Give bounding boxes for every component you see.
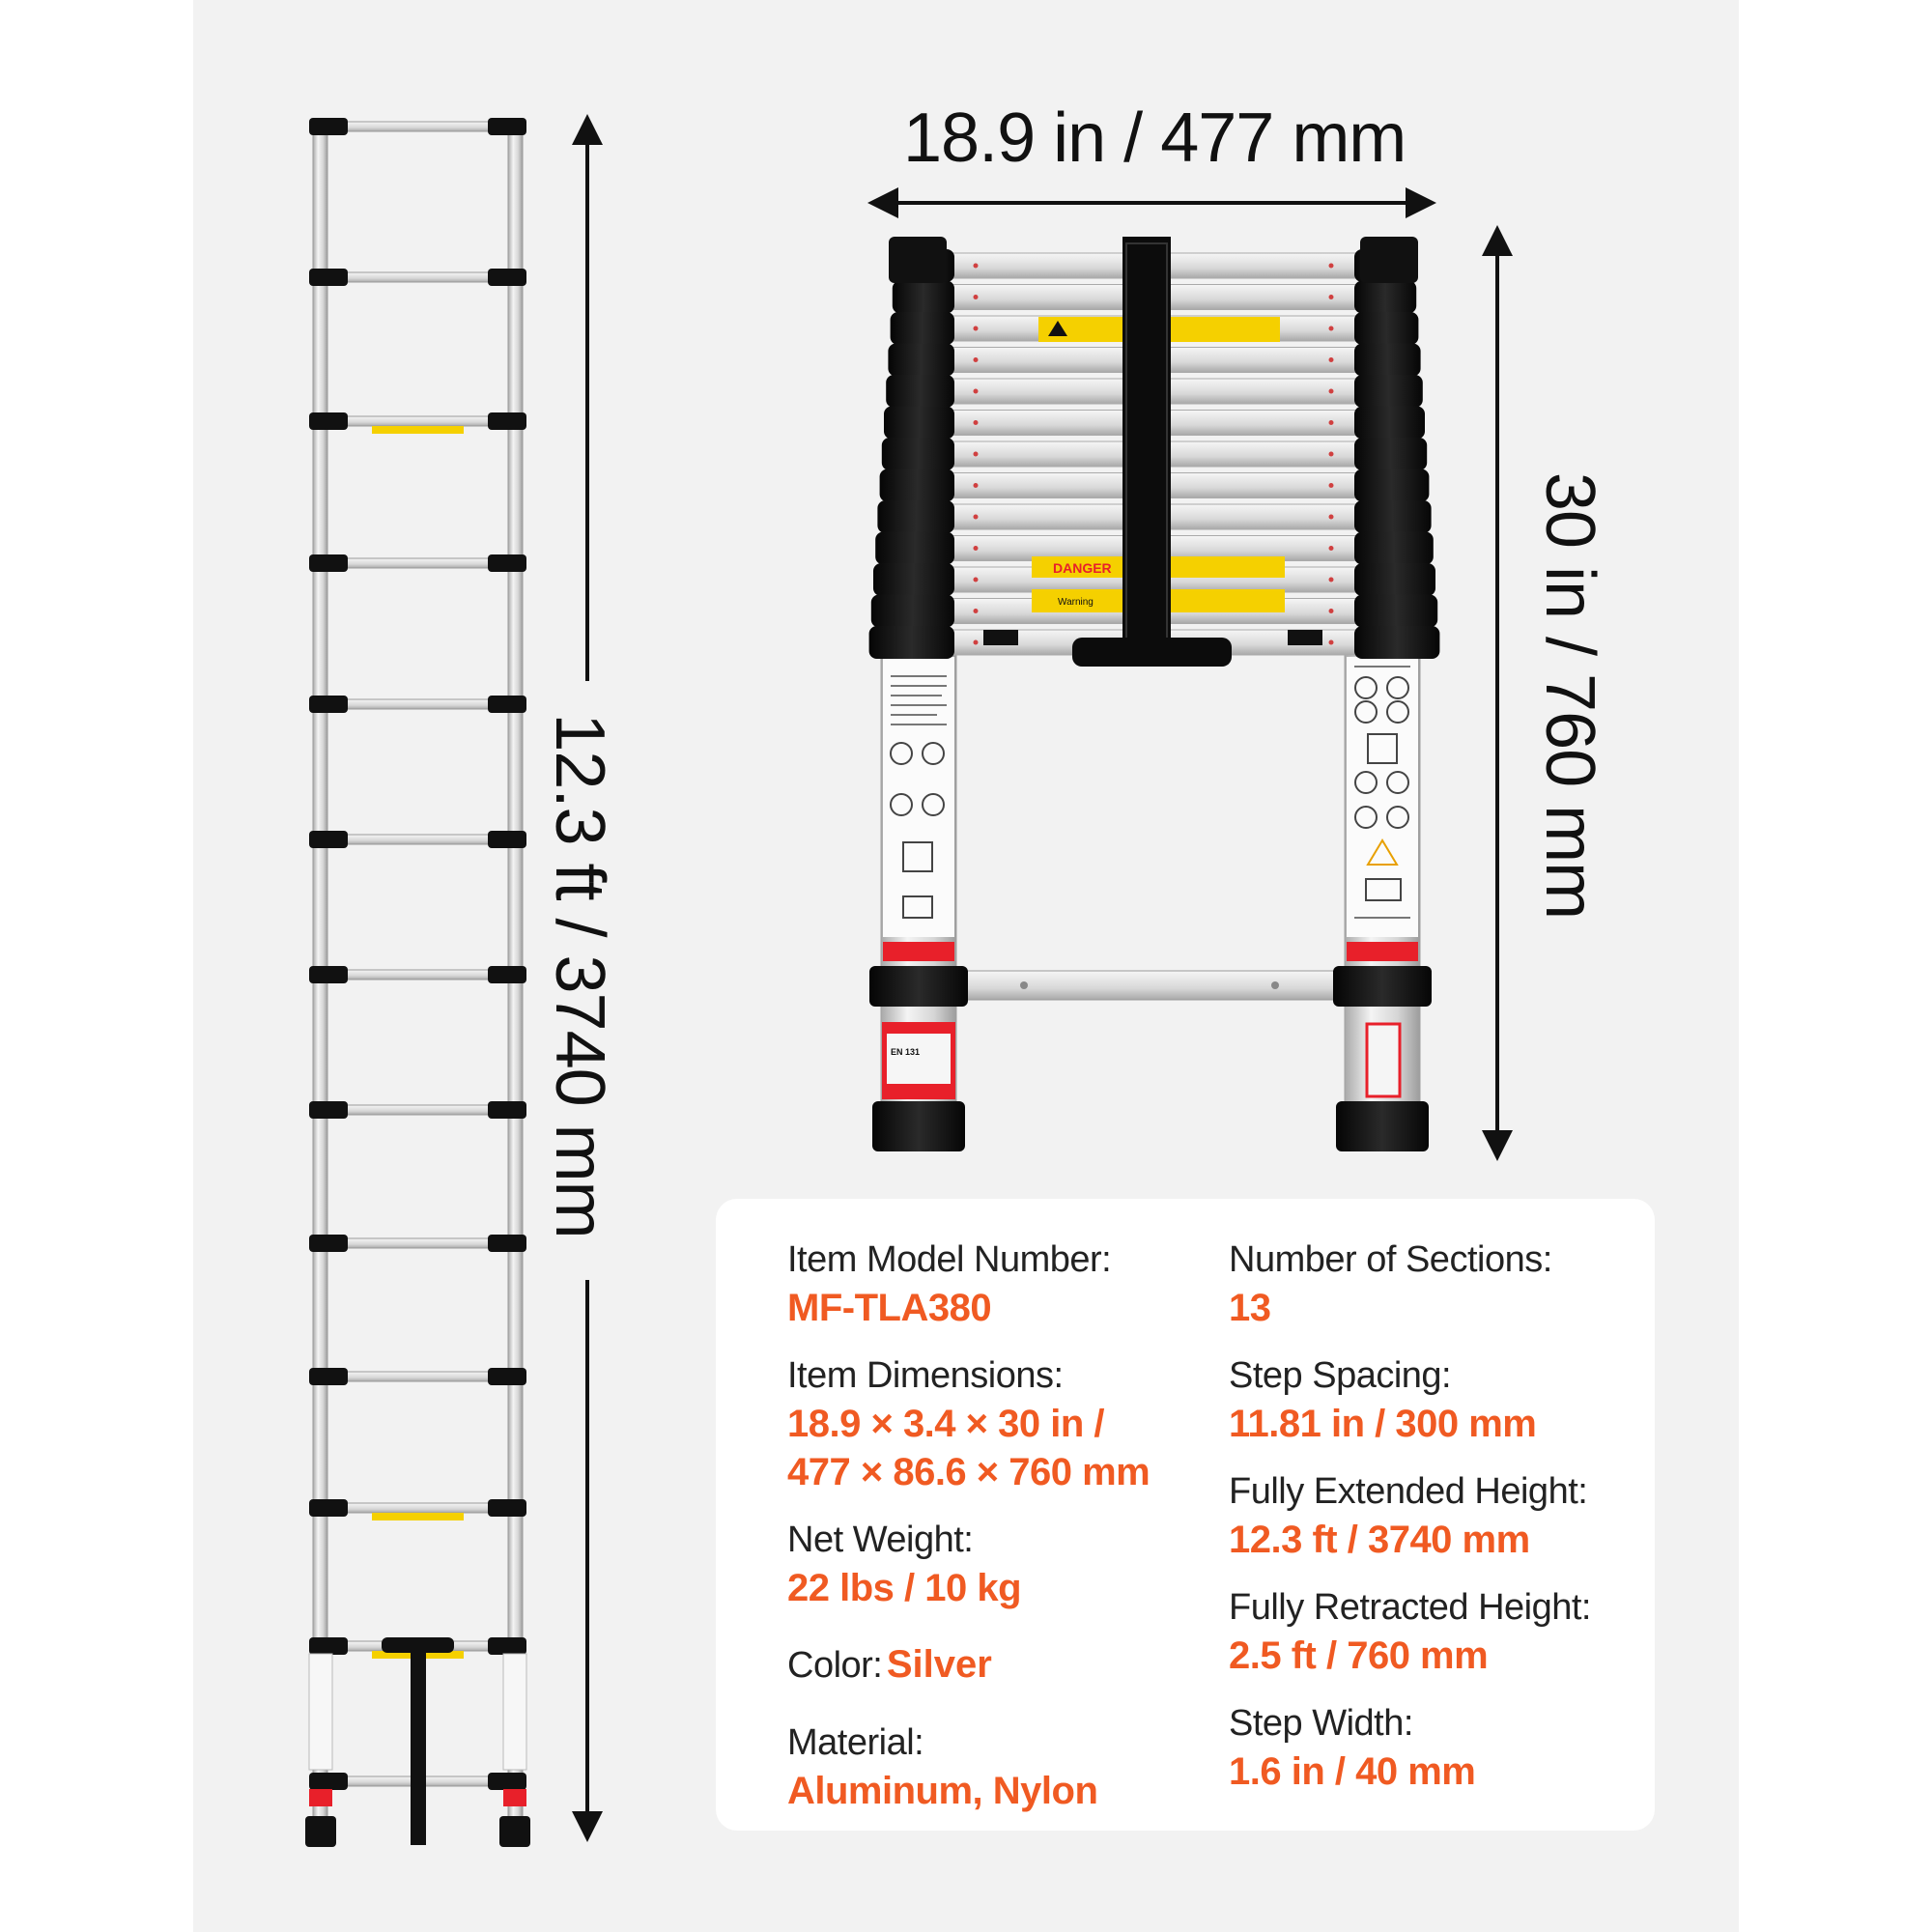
rung-clamp — [309, 1368, 348, 1385]
spec-step-spacing — [1229, 1351, 1591, 1448]
spec-label: Fully Extended Height: — [1229, 1471, 1588, 1512]
rivet — [1329, 452, 1334, 457]
arrow-up-icon — [1482, 225, 1513, 256]
spec-value: Silver — [886, 1643, 992, 1686]
rung-clamp-left — [869, 966, 968, 1007]
spec-value: 11.81 in / 300 mm — [1229, 1403, 1537, 1445]
rung-clamp — [488, 412, 526, 430]
handle-clip-left — [983, 630, 1018, 645]
rivet — [974, 264, 979, 269]
rung-clamp — [309, 118, 348, 135]
rung-clamp — [309, 1499, 348, 1517]
section-clamp — [1354, 407, 1425, 440]
section-clamp — [875, 532, 954, 565]
rivet — [1329, 609, 1334, 613]
section-clamp — [893, 281, 954, 314]
section-clamp — [1354, 500, 1432, 533]
spec-value: 13 — [1229, 1287, 1271, 1329]
rung — [327, 122, 508, 131]
section-clamp — [877, 500, 954, 533]
carry-handle — [1072, 638, 1232, 667]
spec-dimensions — [787, 1351, 1150, 1496]
spec-column-right — [1229, 1236, 1591, 1796]
en131-label-text: EN 131 — [891, 1047, 921, 1057]
spec-value: Aluminum, Nylon — [787, 1770, 1098, 1812]
spec-label: Fully Retracted Height: — [1229, 1587, 1591, 1628]
rung-clamp — [309, 696, 348, 713]
rivet — [1329, 295, 1334, 299]
rivet — [1329, 389, 1334, 394]
caution-sticker — [372, 426, 464, 434]
rivet — [1329, 578, 1334, 582]
rung-clamp — [488, 1235, 526, 1252]
label-panel-left — [309, 1654, 332, 1770]
rivet — [1329, 264, 1334, 269]
section-clamp — [1354, 626, 1439, 659]
section-clamp — [1354, 375, 1423, 408]
section-clamp — [1354, 438, 1427, 470]
rung-clamp — [309, 1637, 348, 1655]
rung-clamp — [488, 831, 526, 848]
rung-clamp — [309, 412, 348, 430]
foot-right — [1336, 1101, 1429, 1151]
rivet — [974, 295, 979, 299]
warning-text: Warning — [1058, 597, 1094, 608]
arrow-right-icon — [1406, 187, 1436, 218]
arrow-down-icon — [1482, 1130, 1513, 1161]
section-clamp — [1354, 595, 1437, 628]
rung-clamp — [488, 1499, 526, 1517]
spec-value: 18.9 × 3.4 × 30 in / — [787, 1403, 1105, 1445]
top-cap-right — [1360, 237, 1418, 283]
rivet — [974, 452, 979, 457]
rung — [327, 272, 508, 282]
rung-clamp — [488, 1773, 526, 1790]
spec-label: Number of Sections: — [1229, 1239, 1552, 1280]
rung — [327, 558, 508, 568]
rivet — [1329, 483, 1334, 488]
spec-color — [787, 1641, 1150, 1690]
red-band-right — [1347, 942, 1418, 961]
rung-clamp — [488, 1637, 526, 1655]
rung-clamp — [488, 1368, 526, 1385]
rung — [327, 1503, 508, 1513]
rung — [327, 970, 508, 980]
section-clamp — [1354, 563, 1435, 596]
spec-extended-height — [1229, 1467, 1591, 1564]
rung-clamp — [309, 269, 348, 286]
carry-strap — [411, 1642, 426, 1845]
bottom-rung — [956, 971, 1345, 1000]
spec-label: Color: — [787, 1645, 883, 1686]
section-clamp — [873, 563, 954, 596]
rivet — [974, 327, 979, 331]
spec-label: Item Model Number: — [787, 1239, 1112, 1280]
spec-retracted-height — [1229, 1583, 1591, 1680]
rivet — [974, 420, 979, 425]
spec-card — [716, 1199, 1655, 1831]
rung — [327, 699, 508, 709]
section-clamp — [871, 595, 954, 628]
width-dimension-label: 18.9 in / 477 mm — [903, 99, 1406, 177]
carry-handle — [382, 1637, 454, 1653]
rivet — [974, 357, 979, 362]
section-clamp — [880, 469, 954, 502]
rivet — [974, 609, 979, 613]
rung — [327, 1372, 508, 1381]
rung — [327, 1105, 508, 1115]
retracted-height-label: 30 in / 760 mm — [1531, 471, 1608, 920]
rivet — [974, 640, 979, 645]
rivet — [1329, 546, 1334, 551]
spec-label: Item Dimensions: — [787, 1355, 1064, 1396]
arrow-left-icon — [867, 187, 898, 218]
width-arrow — [867, 187, 1436, 218]
rung — [327, 1238, 508, 1248]
rivet — [974, 483, 979, 488]
rung-clamp — [488, 118, 526, 135]
rivet — [974, 389, 979, 394]
rung-clamp — [488, 269, 526, 286]
rivet — [1329, 515, 1334, 520]
ladder-foot-right — [499, 1816, 530, 1847]
section-clamp — [1354, 532, 1434, 565]
rung-clamp — [309, 1101, 348, 1119]
spec-value-metric: 477 × 86.6 × 760 mm — [787, 1451, 1151, 1493]
section-clamp — [1354, 469, 1429, 502]
strap — [1122, 237, 1171, 662]
danger-text: DANGER — [1053, 560, 1112, 576]
rivet — [1329, 420, 1334, 425]
spec-value: MF-TLA380 — [787, 1287, 992, 1329]
section-clamp — [888, 344, 954, 377]
spec-value: 1.6 in / 40 mm — [1229, 1750, 1476, 1793]
section-clamp — [1354, 281, 1416, 314]
rung-clamp-right — [1333, 966, 1432, 1007]
section-clamp — [1354, 312, 1418, 345]
ladder-foot-left — [305, 1816, 336, 1847]
section-clamp — [886, 375, 954, 408]
rivet — [974, 546, 979, 551]
rung-clamp — [309, 966, 348, 983]
red-band — [309, 1789, 332, 1806]
section-clamp — [882, 438, 954, 470]
red-band-left — [883, 942, 954, 961]
rung-clamp — [488, 696, 526, 713]
cert-label — [1367, 1024, 1400, 1096]
handle-clip-right — [1288, 630, 1322, 645]
spec-value: 2.5 ft / 760 mm — [1229, 1634, 1489, 1677]
rung-clamp — [488, 1101, 526, 1119]
rivet — [974, 578, 979, 582]
rung-clamp — [309, 554, 348, 572]
section-clamp — [884, 407, 954, 440]
rung — [327, 835, 508, 844]
ladder-rungs — [309, 118, 526, 1790]
spec-value: 12.3 ft / 3740 mm — [1229, 1519, 1530, 1561]
arrow-up-icon — [572, 114, 603, 145]
spec-label: Net Weight: — [787, 1520, 974, 1560]
rivet — [1329, 327, 1334, 331]
section-clamp — [1354, 344, 1421, 377]
red-band — [503, 1789, 526, 1806]
spec-step-width — [1229, 1699, 1591, 1796]
spec-value: 22 lbs / 10 kg — [787, 1567, 1022, 1609]
sticker-icons — [891, 677, 1408, 918]
top-cap-left — [889, 237, 947, 283]
spec-weight — [787, 1516, 1150, 1612]
rivet — [1329, 357, 1334, 362]
spec-column-left — [787, 1236, 1150, 1815]
rung-clamp — [488, 554, 526, 572]
rung — [327, 416, 508, 426]
rung-clamp — [309, 1773, 348, 1790]
spec-label: Material: — [787, 1722, 924, 1763]
spec-label: Step Spacing: — [1229, 1355, 1452, 1396]
rung-clamp — [488, 966, 526, 983]
sticker-text-lines — [891, 667, 1410, 918]
retracted-ladder — [869, 237, 1440, 1151]
rung-clamp — [309, 831, 348, 848]
arrow-down-icon — [572, 1811, 603, 1842]
spec-label: Step Width: — [1229, 1703, 1413, 1744]
rivet — [974, 515, 979, 520]
rivet — [1329, 640, 1334, 645]
section-clamp — [891, 312, 954, 345]
extended-ladder — [305, 118, 530, 1847]
extended-height-label: 12.3 ft / 3740 mm — [541, 713, 618, 1238]
rung-clamp — [309, 1235, 348, 1252]
label-panel-right — [503, 1654, 526, 1770]
foot-left — [872, 1101, 965, 1151]
instruction-sticker-right — [1347, 657, 1418, 937]
section-clamp — [869, 626, 954, 659]
height-arrow-retracted — [1482, 225, 1513, 1161]
caution-sticker — [372, 1513, 464, 1520]
spec-model — [787, 1236, 1150, 1332]
spec-material — [787, 1719, 1150, 1815]
spec-sections — [1229, 1236, 1591, 1332]
